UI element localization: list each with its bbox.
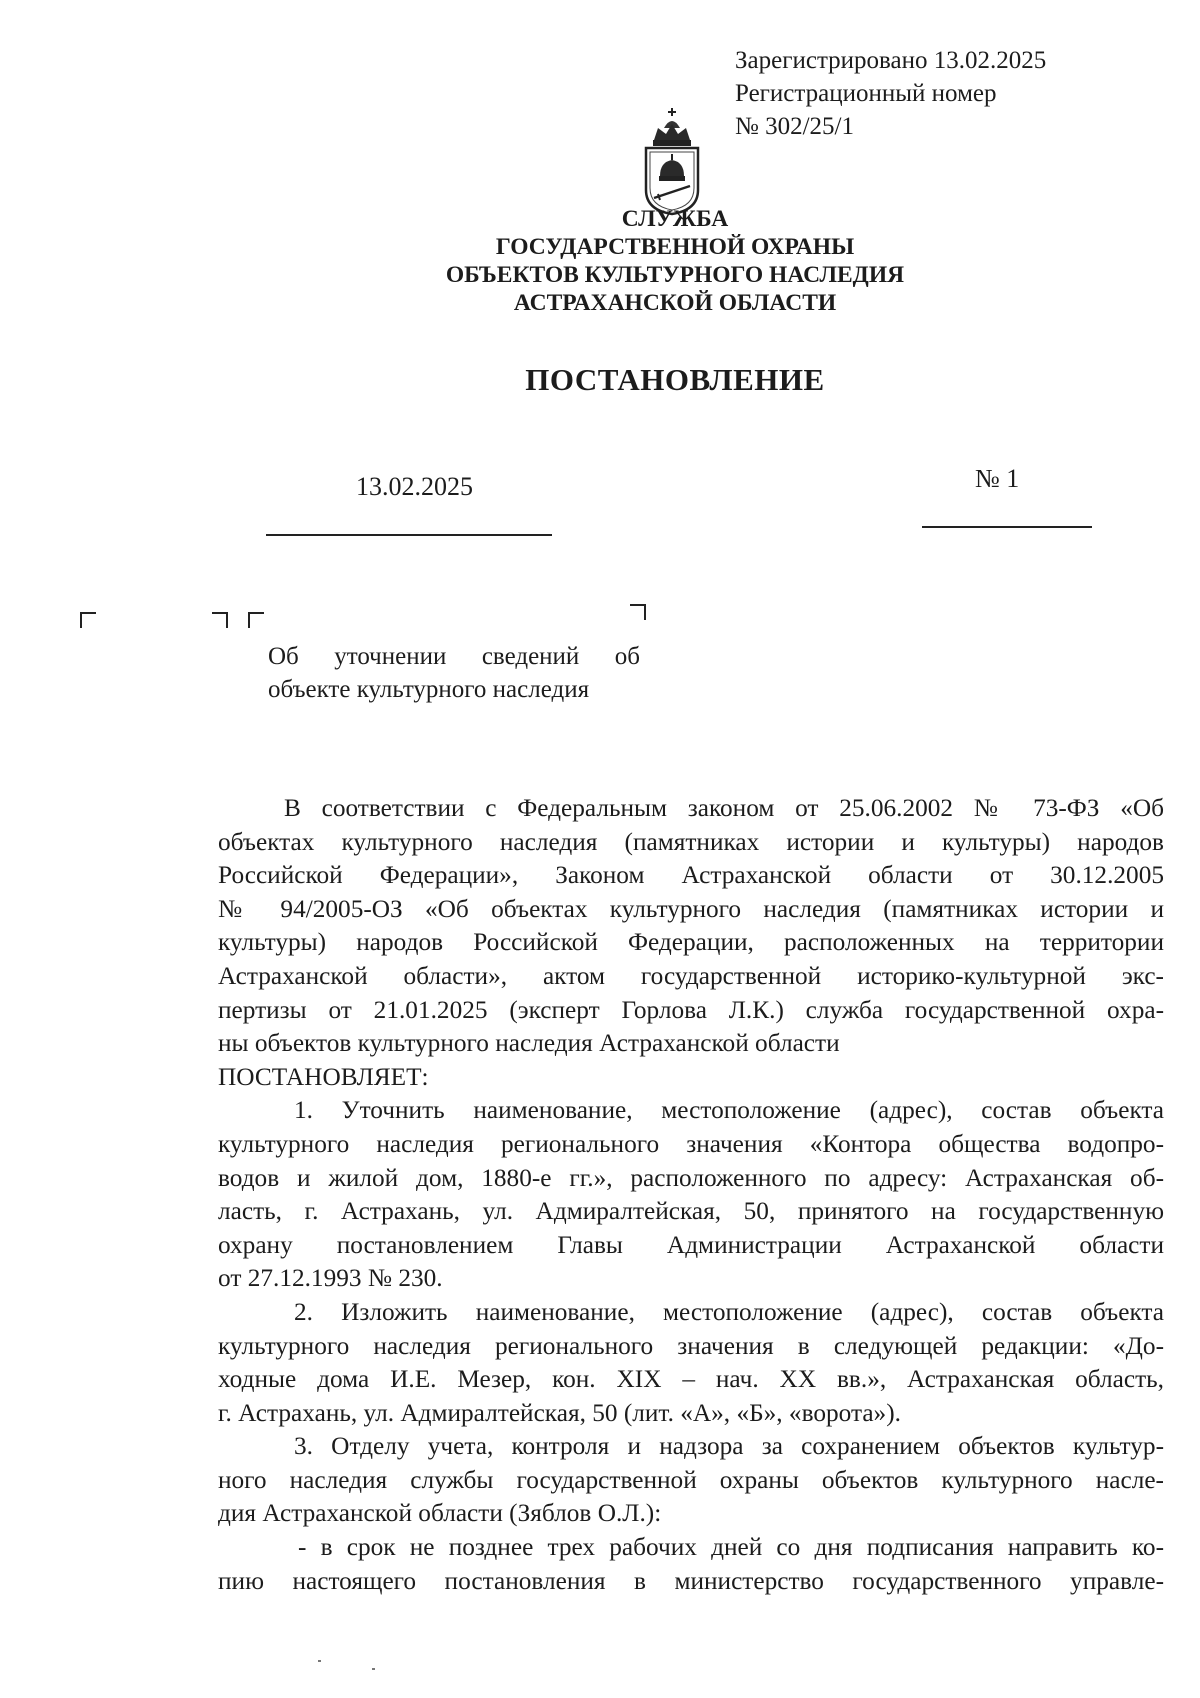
item-1-line: ласть, г. Астрахань, ул. Адмиралтейская, 50, принятого на государственную — [218, 1197, 1164, 1226]
registration-number: № 302/25/1 — [735, 113, 854, 140]
body-line: № 94/2005-ОЗ «Об объектах культурного наследия (памятниках истории и — [218, 894, 1164, 923]
organization-line-2: ГОСУДАРСТВЕННОЙ ОХРАНЫ — [495, 234, 855, 260]
item-3-line: 3. Отделу учета, контроля и надзора за сохранением объектов культур- — [294, 1432, 1164, 1461]
body-line: ны объектов культурного наследия Астраханской области — [218, 1029, 840, 1058]
item-1-line: водов и жилой дом, 1880-е гг.», расположенного по адресу: Астраханская об- — [218, 1163, 1164, 1192]
document-number: № 1 — [975, 464, 1020, 493]
document-date: 13.02.2025 — [356, 472, 473, 501]
document-body — [218, 792, 1164, 1598]
item-3-subitem-line: - в срок не позднее трех рабочих дней со дня подписания направить ко- — [298, 1533, 1164, 1562]
corner-mark-top-left — [80, 612, 96, 628]
item-3-subitem-line: пию настоящего постановления в министерство государственного управле- — [218, 1566, 1164, 1595]
body-line: Астраханской области», актом государственной историко-культурной экс- — [218, 961, 1164, 990]
item-1-line: от 27.12.1993 № 230. — [218, 1264, 443, 1293]
document-subject — [268, 640, 640, 706]
scan-speck — [372, 1668, 375, 1670]
corner-mark-top-left — [248, 612, 264, 628]
astrakhan-coat-of-arms-icon — [636, 106, 708, 218]
subject-line: объекте культурного наследия — [268, 676, 590, 703]
body-line: В соответствии с Федеральным законом от 25.06.2002 № 73-ФЗ «Об — [284, 794, 1164, 822]
registration-stamp — [735, 44, 1046, 143]
number-underline — [922, 526, 1092, 528]
date-underline — [266, 534, 552, 536]
registration-number-label: Регистрационный номер — [735, 80, 997, 107]
item-1-line: охрану постановлением Главы Администрации Астраханской области — [218, 1230, 1164, 1259]
item-3-line: дия Астраханской области (Зяблов О.Л.): — [218, 1499, 662, 1528]
resolves-heading: ПОСТАНОВЛЯЕТ: — [218, 1062, 429, 1091]
organization-line-1: СЛУЖБА — [621, 206, 729, 232]
item-1-line: культурного наследия регионального значения «Контора общества водопро- — [218, 1129, 1164, 1158]
body-line: объектах культурного наследия (памятниках истории и культуры) народов — [218, 827, 1164, 856]
body-line: Российской Федерации», Законом Астраханской области от 30.12.2005 — [218, 861, 1164, 890]
document-title: ПОСТАНОВЛЕНИЕ — [525, 362, 825, 397]
item-2-line: ходные дома И.Е. Мезер, кон. XIX – нач. XX вв.», Астраханская область, — [218, 1365, 1164, 1394]
body-line: культуры) народов Российской Федерации, расположенных на территории — [218, 928, 1164, 957]
item-1-line: 1. Уточнить наименование, местоположение (адрес), состав объекта — [294, 1096, 1164, 1125]
scan-speck — [318, 1660, 321, 1662]
item-2-line: г. Астрахань, ул. Адмиралтейская, 50 (лит. «А», «Б», «ворота»). — [218, 1398, 901, 1427]
organization-line-4: АСТРАХАНСКОЙ ОБЛАСТИ — [513, 290, 837, 316]
item-3-line: ного наследия службы государственной охраны объектов культурного насле- — [218, 1465, 1164, 1494]
item-2-line: 2. Изложить наименование, местоположение (адрес), состав объекта — [294, 1297, 1164, 1326]
organization-line-3: ОБЪЕКТОВ КУЛЬТУРНОГО НАСЛЕДИЯ — [445, 262, 905, 288]
subject-line: Об уточнении сведений об — [268, 643, 640, 670]
registration-date: Зарегистрировано 13.02.2025 — [735, 47, 1047, 74]
item-2-line: культурного наследия регионального значения в следующей редакции: «До- — [218, 1331, 1164, 1360]
corner-mark-top-right — [630, 604, 646, 620]
corner-mark-top-right — [212, 612, 228, 628]
body-line: пертизы от 21.01.2025 (эксперт Горлова Л.К.) служба государственной охра- — [218, 995, 1164, 1024]
